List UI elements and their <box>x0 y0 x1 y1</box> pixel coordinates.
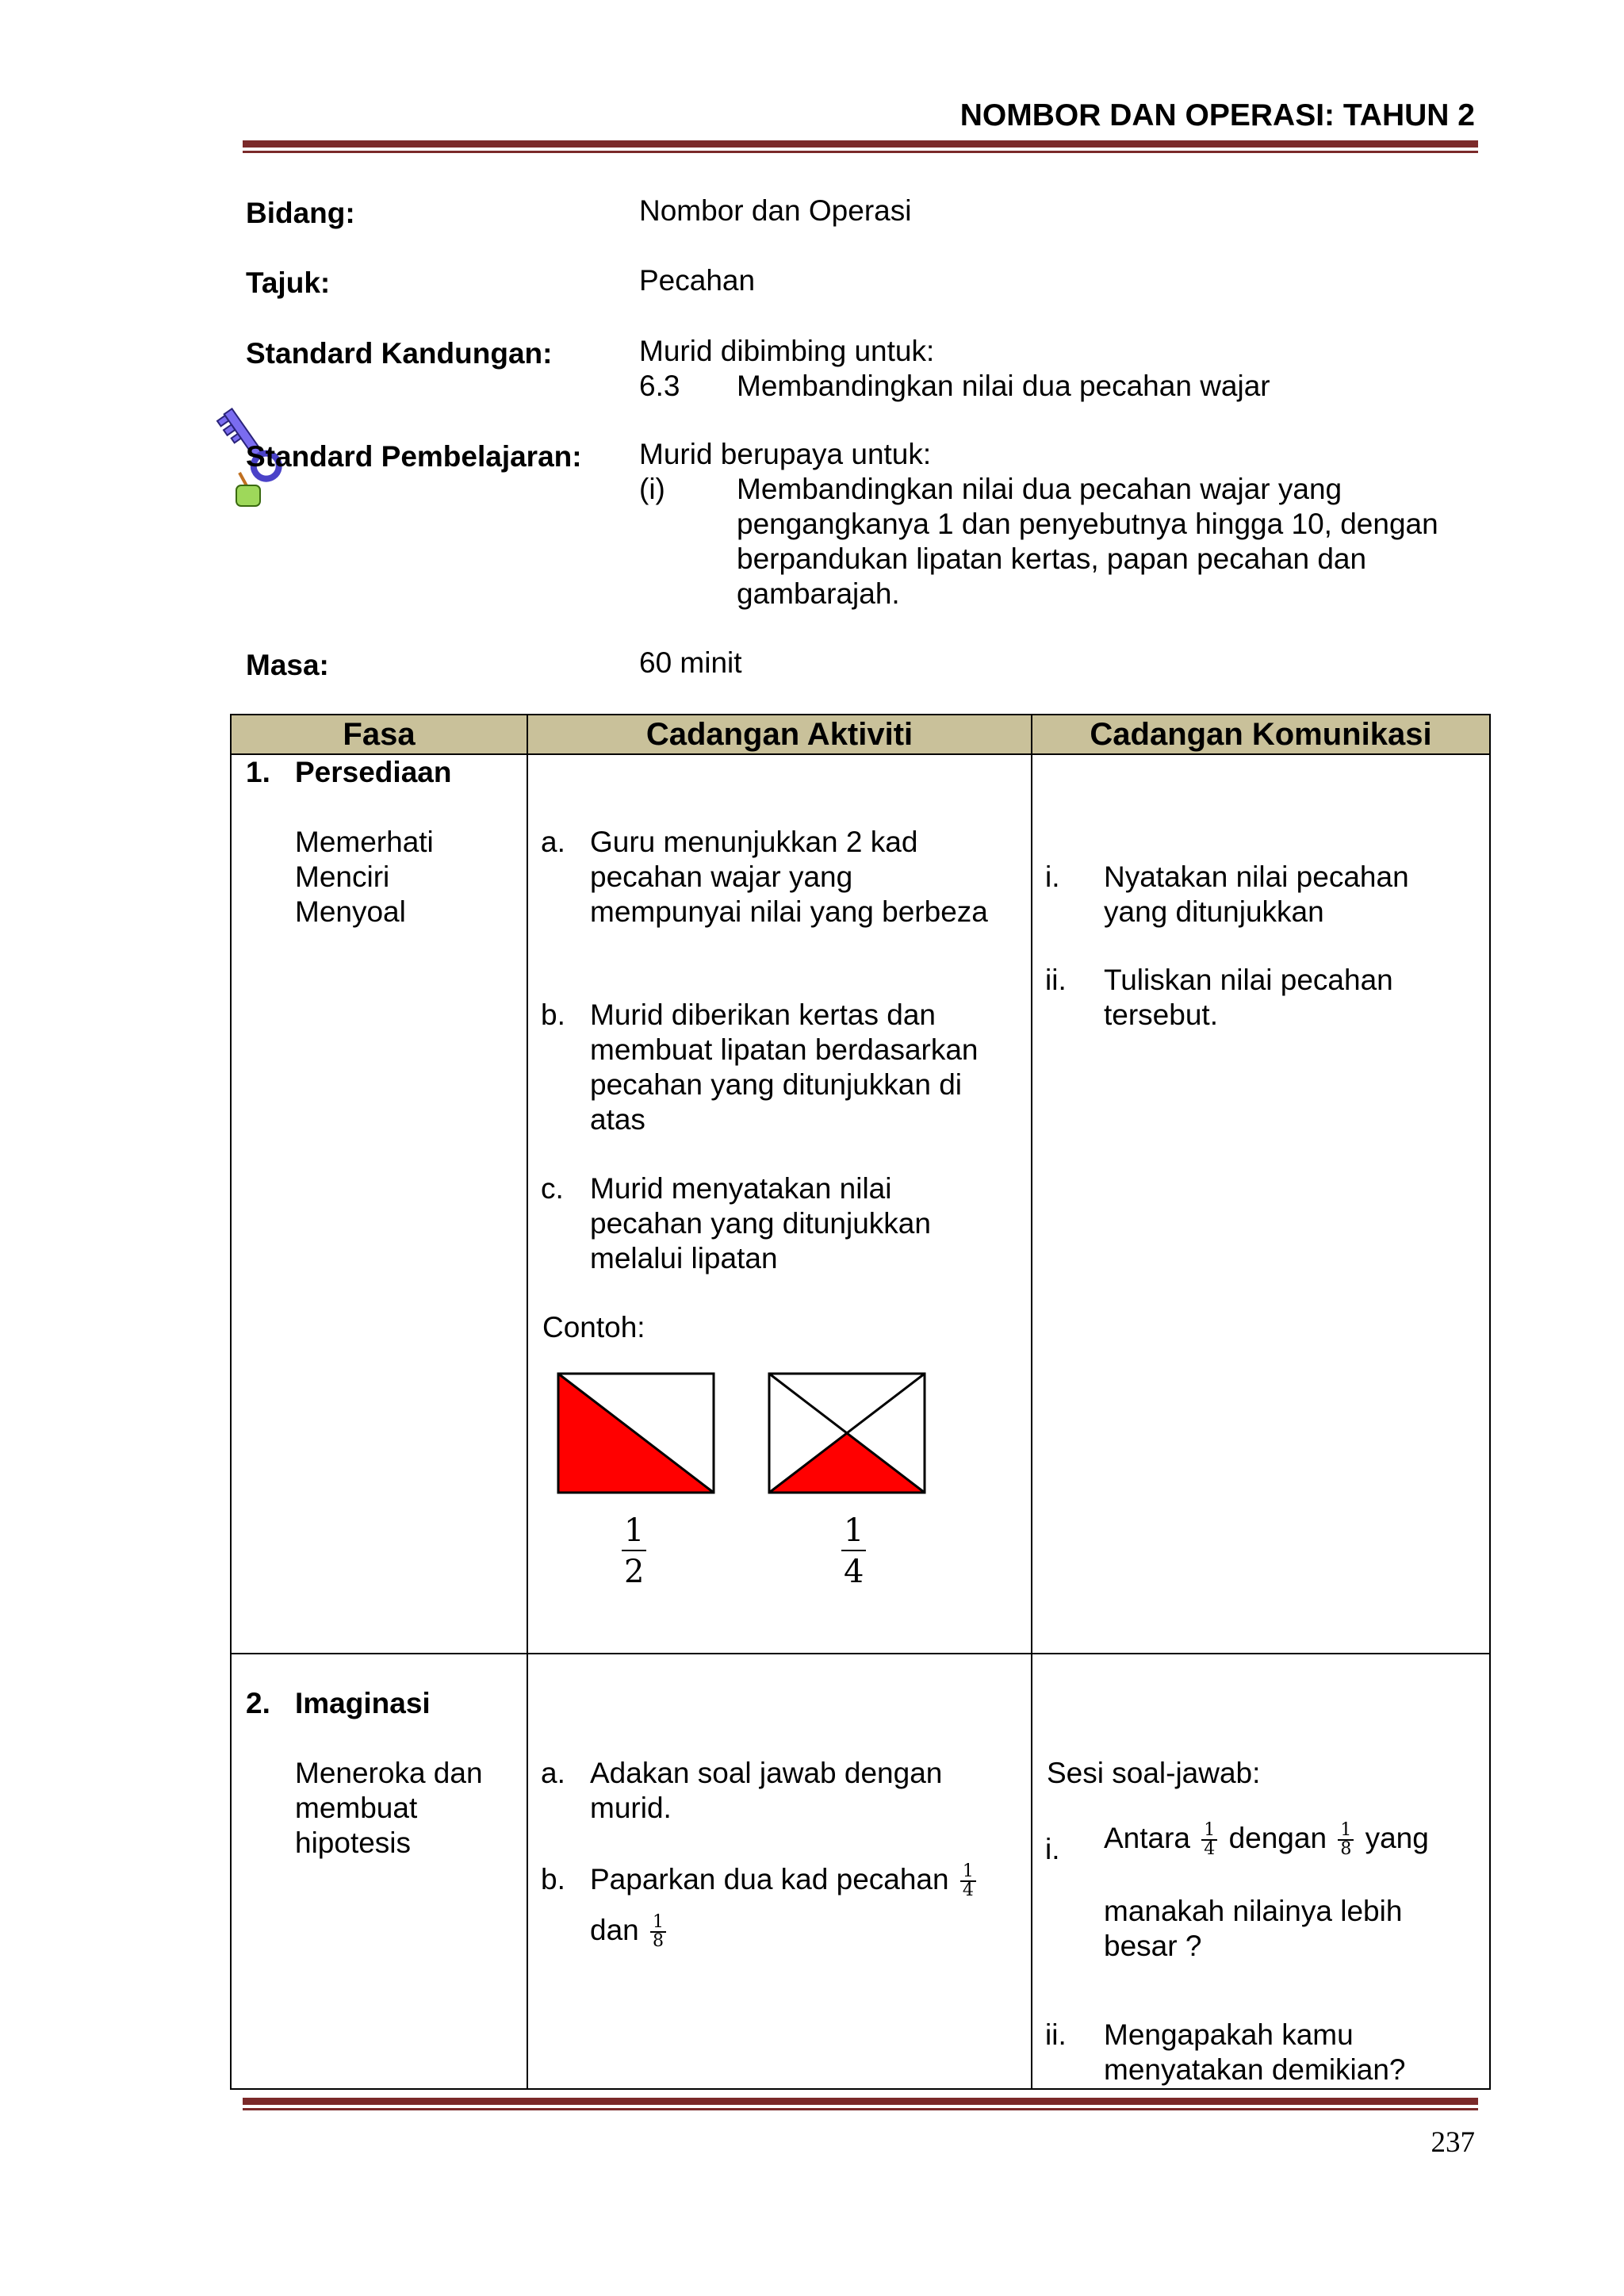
fraction-eighth-small: $\frac{1}{8}$ <box>650 1914 666 1950</box>
header-rule-thin <box>243 151 1478 153</box>
tajuk-value: Pecahan <box>639 264 756 297</box>
lesson-table <box>230 714 1491 2090</box>
row2-fasa-sub: Meneroka dan <box>295 1757 483 1789</box>
row1-fasa-sub: Memerhati <box>295 826 434 858</box>
sk-intro: Murid dibimbing untuk: <box>639 335 935 367</box>
page-header-title: NOMBOR DAN OPERASI: TAHUN 2 <box>959 98 1475 132</box>
row2-fasa-title: Imaginasi <box>295 1687 431 1719</box>
fraction-quarter-small: $\frac{1}{4}$ <box>1201 1822 1217 1858</box>
bidang-label: Bidang: <box>246 197 355 229</box>
sk-number: 6.3 <box>639 370 680 402</box>
list-item: i. Antara $\frac{1}{4}$ dengan $\frac{1}{8}$ yang manakah nilainya lebih besar ? <box>1045 1820 1429 1962</box>
row1-fasa-number: 1. <box>246 756 270 788</box>
row1-fasa-sub: Menciri <box>295 861 390 893</box>
list-item: b. Paparkan dua kad pecahan $\frac{1}{4}$ dan $\frac{1}{8}$ <box>541 1862 1025 1973</box>
standard-pembelajaran-value <box>639 437 1480 619</box>
fraction-half: $\frac{1}{2}$ <box>622 1515 646 1588</box>
sp-line: berpandukan lipatan kertas, papan pecahan dan <box>737 542 1367 575</box>
footer-rule-thin <box>243 2108 1478 2110</box>
row1-fasa-sub: Menyoal <box>295 895 406 928</box>
col-header-fasa: Fasa <box>231 715 527 754</box>
row1-aktiviti: a. Guru menunjukkan 2 kad pecahan wajar yang mempunyai nilai yang berbeza b. Murid diberikan kertas dan membuat lipatan berdasarkan pecahan yang ditunjukkan di atas c. Murid menyatakan nilai pecahan yang ditunjukkan melalui lipatan Contoh: $\frac{1}{2}$ $\frac{1}{4}$ <box>527 754 1032 1654</box>
col-header-aktiviti: Cadangan Aktiviti <box>527 715 1032 754</box>
half-shaded-rectangle <box>557 1372 715 1494</box>
fraction-quarter: $\frac{1}{4}$ <box>841 1515 866 1588</box>
col-header-komunikasi: Cadangan Komunikasi <box>1032 715 1490 754</box>
header-rule-thick <box>243 140 1478 148</box>
row2-komunikasi: Sesi soal-jawab: i. Antara $\frac{1}{4}$ dengan $\frac{1}{8}$ yang manakah nilainya lebih besar ? ii. Mengapakah kamu menyatakan demikian? <box>1032 1654 1490 2089</box>
quarter-shaded-rectangle <box>768 1372 926 1494</box>
row2-fasa <box>231 1654 527 2089</box>
sp-line: Membandingkan nilai dua pecahan wajar yang <box>737 473 1342 505</box>
standard-pembelajaran-label: Standard Pembelajaran: <box>246 440 582 473</box>
row2-fasa-sub: membuat <box>295 1792 418 1824</box>
bidang-value: Nombor dan Operasi <box>639 194 912 227</box>
sp-line: gambarajah. <box>737 577 900 610</box>
footer-rule-thick <box>243 2098 1478 2105</box>
standard-kandungan-value <box>639 334 1432 405</box>
row2-fasa-sub: hipotesis <box>295 1826 412 1859</box>
sp-line: pengangkanya 1 dan penyebutnya hingga 10, dengan <box>737 508 1438 540</box>
row1-komunikasi: i. Nyatakan nilai pecahan yang ditunjukkan ii. Tuliskan nilai pecahan tersebut. <box>1032 754 1490 1654</box>
tajuk-label: Tajuk: <box>246 266 331 299</box>
table-row <box>231 754 1490 1654</box>
contoh-label: Contoh: <box>542 1311 645 1343</box>
row1-fasa-title: Persediaan <box>295 756 452 788</box>
row2-aktiviti: a. Adakan soal jawab dengan murid. b. Paparkan dua kad pecahan $\frac{1}{4}$ dan $\frac{1}{8}$ <box>527 1654 1032 2089</box>
sp-intro: Murid berupaya untuk: <box>639 438 932 470</box>
row1-fasa <box>231 754 527 1654</box>
masa-value: 60 minit <box>639 646 742 679</box>
sp-number: (i) <box>639 473 665 505</box>
fraction-eighth-small: $\frac{1}{8}$ <box>1338 1822 1354 1858</box>
page-number: 237 <box>1431 2126 1475 2159</box>
fraction-quarter-small: $\frac{1}{4}$ <box>960 1863 976 1899</box>
row2-fasa-number: 2. <box>246 1687 270 1719</box>
sesi-label: Sesi soal-jawab: <box>1047 1757 1261 1789</box>
masa-label: Masa: <box>246 649 329 681</box>
standard-kandungan-label: Standard Kandungan: <box>246 337 553 370</box>
sk-text: Membandingkan nilai dua pecahan wajar <box>737 370 1270 402</box>
table-row <box>231 1654 1490 2089</box>
